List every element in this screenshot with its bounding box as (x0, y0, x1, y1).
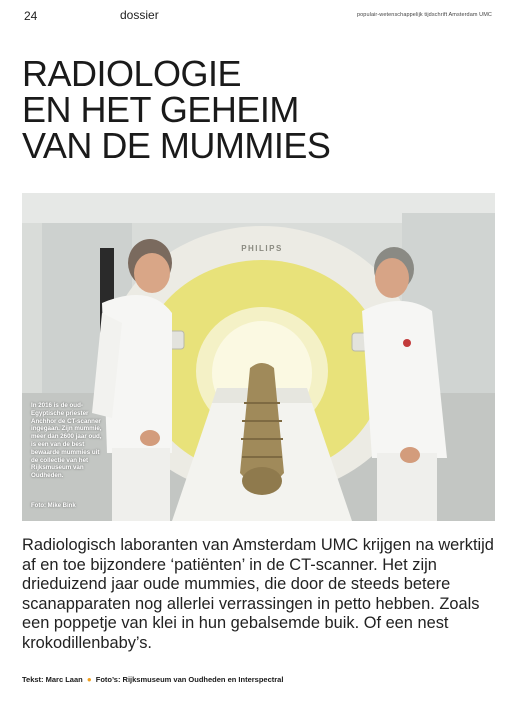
photo-credit: Foto: Mike Bink (31, 503, 76, 509)
article-title (22, 53, 492, 166)
text-credit: Tekst: Marc Laan (22, 675, 83, 684)
bullet-separator: ● (86, 675, 92, 684)
title-line-3: VAN DE MUMMIES (22, 125, 331, 166)
title-line-1: RADIOLOGIE (22, 53, 242, 94)
lead-paragraph: Radiologisch laboranten van Amsterdam UMC krijgen na werktijd af en toe bijzondere ‘patiënten’ in de CT-scanner. Het zijn drieduizend jaar oude mummies, die door de steeds betere scanapparaten nog allerlei verrassingen in petto hebben. Zoals een poppetje van klei in hun gebalsemde buik. Of een nest krokodillenbaby’s. (22, 536, 494, 652)
scanner-brand: PHILIPS (241, 244, 283, 253)
byline (22, 675, 283, 684)
masthead: populair-wetenschappelijk tijdschrift Amsterdam UMC (356, 12, 492, 18)
section-label: dossier (120, 8, 159, 22)
title-line-2: EN HET GEHEIM (22, 89, 299, 130)
page-number: 24 (24, 9, 38, 23)
photo-caption: In 2016 is de oud-Egyptische priester Anchhor de CT-scanner ingegaan. Zijn mummie, meer dan 2600 jaar oud, is een van de best bewaarde mummies uit de collectie van het Rijksmuseum van Oudheden. (31, 402, 102, 480)
photo-credits: Foto’s: Rijksmuseum van Oudheden en Interspectral (95, 675, 284, 684)
